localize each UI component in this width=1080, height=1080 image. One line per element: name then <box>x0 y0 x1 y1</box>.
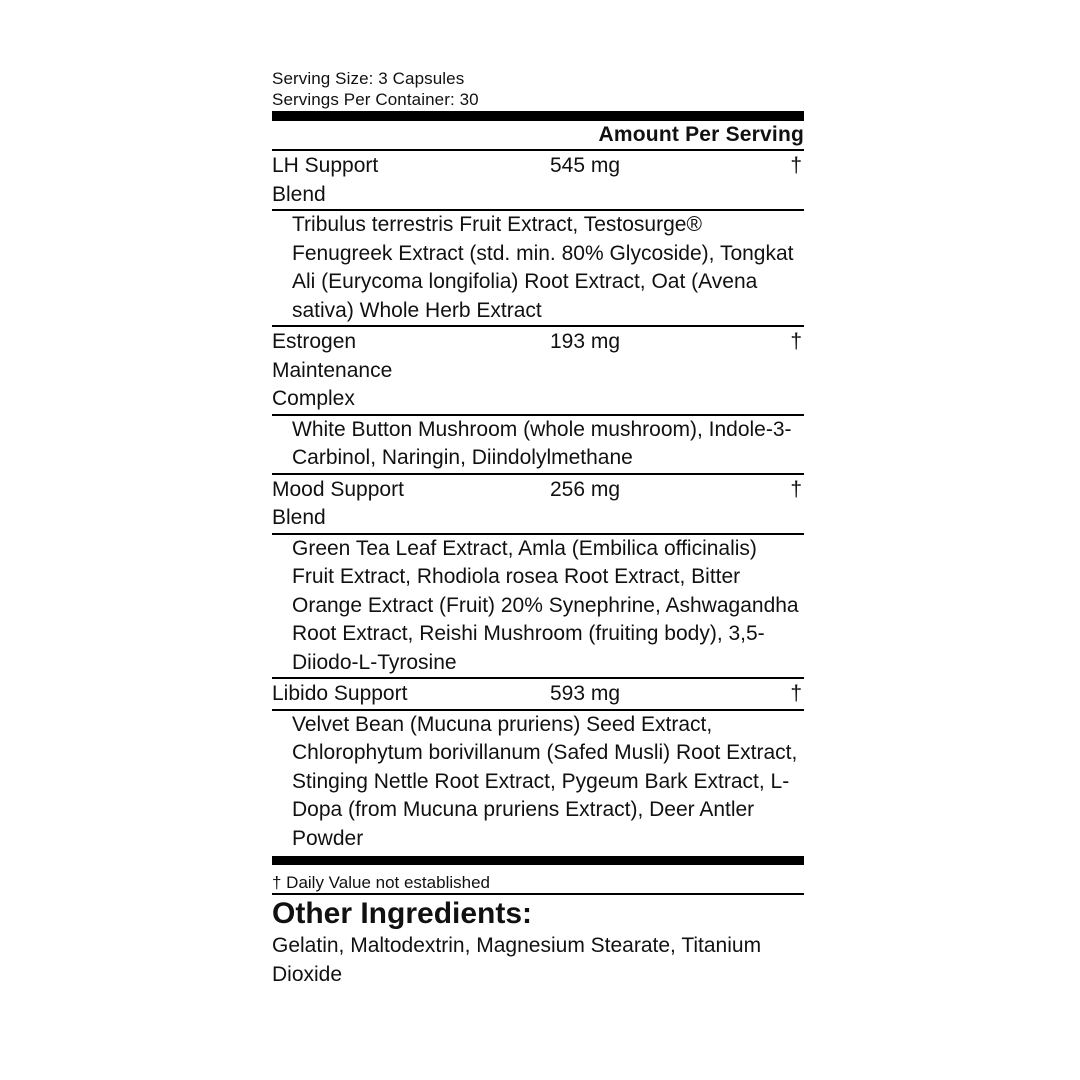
blend-ingredients-lh-support: Tribulus terrestris Fruit Extract, Testosurge® Fenugreek Extract (std. min. 80% Glycoside), Tongkat Ali (Eurycoma longifolia) Root Extract, Oat (Avena sativa) Whole Herb Extract <box>272 211 804 327</box>
servings-per-container: Servings Per Container: 30 <box>272 90 479 109</box>
serving-size: Serving Size: 3 Capsules <box>272 69 465 88</box>
amount-per-serving-header: Amount Per Serving <box>272 121 804 151</box>
other-ingredients-list: Gelatin, Maltodextrin, Magnesium Stearate, Titanium Dioxide <box>272 934 762 986</box>
blend-row-libido-support <box>272 679 804 711</box>
blend-amount: 545 mg <box>550 154 621 177</box>
bottom-divider-bar <box>272 856 804 865</box>
blend-row-lh-support <box>272 151 804 211</box>
daily-value-dagger: † <box>790 477 802 501</box>
supplement-facts-label <box>272 68 804 989</box>
blend-name: Mood Support Blend <box>272 477 404 529</box>
blend-name: Estrogen Maintenance Complex <box>272 330 393 410</box>
daily-value-dagger: † <box>790 682 802 705</box>
daily-value-dagger: † <box>790 154 802 177</box>
blend-row-estrogen-maintenance <box>272 327 804 416</box>
blend-amount: 256 mg <box>550 477 621 501</box>
blend-name: Libido Support <box>272 682 408 705</box>
blend-row-mood-support <box>272 475 804 535</box>
other-ingredients-title: Other Ingredients: <box>272 897 533 930</box>
daily-value-dagger: † <box>790 330 802 353</box>
daily-value-footnote: † Daily Value not established <box>272 865 804 895</box>
blend-ingredients-mood-support: Green Tea Leaf Extract, Amla (Embilica officinalis) Fruit Extract, Rhodiola rosea Root Extract, Bitter Orange Extract (Fruit) 20% Synephrine, Ashwagandha Root Extract, Reishi Mushroom (fruiting body), 3,5-Diiodo-L-Tyrosine <box>272 535 804 680</box>
blend-amount: 193 mg <box>550 330 621 353</box>
blend-amount: 593 mg <box>550 682 621 705</box>
blend-name: LH Support Blend <box>272 154 379 206</box>
blend-ingredients-libido-support: Velvet Bean (Mucuna pruriens) Seed Extract, Chlorophytum borivillanum (Safed Musli) Root Extract, Stinging Nettle Root Extract, Pygeum Bark Extract, L-Dopa (from Mucuna pruriens Extract), Deer Antler Powder <box>292 712 798 850</box>
top-divider-bar <box>272 111 804 121</box>
blend-ingredients-estrogen-maintenance: White Button Mushroom (whole mushroom), Indole-3-Carbinol, Naringin, Diindolylmethane <box>272 416 804 475</box>
